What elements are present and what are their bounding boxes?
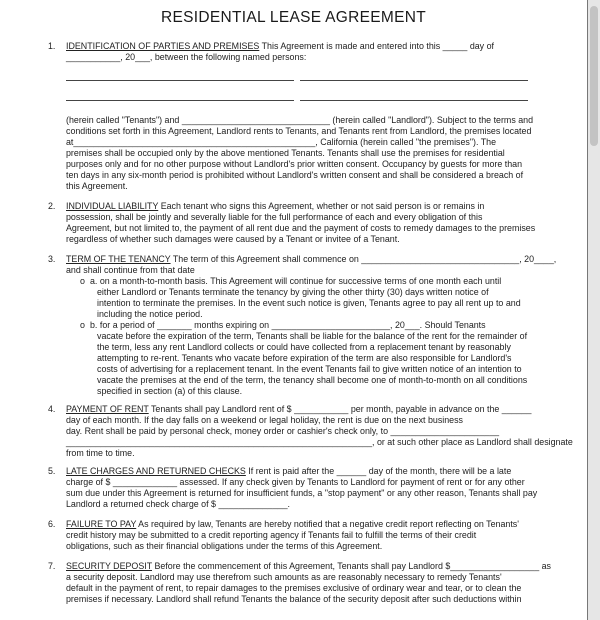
bullet-a: o	[80, 276, 85, 286]
section-1-number: 1.	[48, 41, 56, 51]
section-1-line-5: at_________________________________________________, California (herein called "the premises"). The	[66, 137, 497, 147]
section-1-line-2: ___________, 20___, between the following named persons:	[66, 52, 307, 62]
section-5-line-2: charge of $ _____________ assessed. If any check given by Tenants to Landlord for payment of rent or for any other	[66, 477, 525, 487]
section-4-number: 4.	[48, 404, 56, 414]
tenant-signature-line-4	[300, 100, 528, 101]
section-3-line-13: specified in section (a) of this clause.	[97, 386, 243, 396]
section-6-number: 6.	[48, 519, 56, 529]
section-3-line-10: attempting to re-rent. Tenants who vacate before expiration of the term are also responsible for Landlord's	[97, 353, 512, 363]
section-5-line-4: Landlord a returned check charge of $ ______________.	[66, 499, 291, 509]
section-6-line-1: FAILURE TO PAY As required by law, Tenants are hereby notified that a negative credit report reflecting on Tenants'	[66, 519, 519, 529]
section-7-heading: SECURITY DEPOSIT	[66, 561, 152, 571]
section-7-line-3: default in the payment of rent, to repair damages to the premises exclusive of ordinary wear and tear, or to clean the	[66, 583, 522, 593]
section-4-line-5: from time to time.	[66, 448, 135, 458]
section-3-line-3: a. on a month-to-month basis. This Agreement will continue for successive terms of one month each until	[90, 276, 502, 286]
section-1-line-3: (herein called "Tenants") and ______________________________ (herein called "Landlord"). Subject to the terms and	[66, 115, 534, 125]
section-2-line-1: INDIVIDUAL LIABILITY Each tenant who signs this Agreement, whether or not said person is or remains in	[66, 201, 485, 211]
section-3-line-4: either Landlord or Tenants terminate the tenancy by giving the other thirty (30) days written notice of	[97, 287, 489, 297]
section-1-line-9: this Agreement.	[66, 181, 128, 191]
section-1-line-1: IDENTIFICATION OF PARTIES AND PREMISES This Agreement is made and entered into this _____ day of	[66, 41, 494, 51]
section-3-line-2: and shall continue from that date	[66, 265, 195, 275]
section-1-line-8: ten days in any six-month period is prohibited without Landlord's written consent and shall be considered a breach of	[66, 170, 524, 180]
section-3-line-7: b. for a period of _______ months expiring on ________________________, 20___. Should Tenants	[90, 320, 486, 330]
section-3-line-5: intention to terminate the premises. In the event such notice is given, Tenants agree to pay all rent up to and	[97, 298, 521, 308]
section-2-heading: INDIVIDUAL LIABILITY	[66, 201, 159, 211]
section-1-heading: IDENTIFICATION OF PARTIES AND PREMISES	[66, 41, 260, 51]
section-7-line-1: SECURITY DEPOSIT Before the commencement of this Agreement, Tenants shall pay Landlord $__________________ as	[66, 561, 551, 571]
section-7-line-4: premises if necessary. Landlord shall refund Tenants the balance of the security deposit after such deductions within	[66, 594, 522, 604]
section-5-line-1: LATE CHARGES AND RETURNED CHECKS If rent is paid after the ______ day of the month, there will be a late	[66, 466, 512, 476]
section-3-line-8: vacate before the expiration of the term, Tenants shall be liable for the balance of the rent for the remainder of	[97, 331, 528, 341]
section-1-line-7: purposes only and for no other purpose without Landlord's prior written consent. Occupancy by guests for more than	[66, 159, 523, 169]
section-6-heading: FAILURE TO PAY	[66, 519, 137, 529]
section-6-line-2: credit history may be submitted to a credit reporting agency if Tenants fail to fulfill the terms of their credit	[66, 530, 477, 540]
section-5-heading: LATE CHARGES AND RETURNED CHECKS	[66, 466, 246, 476]
section-7-number: 7.	[48, 561, 56, 571]
section-2-line-4: regardless of whether such damages were caused by a Tenant or invitee of a Tenant.	[66, 234, 400, 244]
tenant-signature-line-3	[66, 100, 294, 101]
section-1-line-4: conditions set forth in this Agreement, Landlord rents to Tenants, and Tenants rent from Landlord, the premises located	[66, 126, 532, 136]
bullet-b: o	[80, 320, 85, 330]
section-2-line-2: possession, shall be jointly and severally liable for the full performance of each and every obligation of this	[66, 212, 483, 222]
section-3-line-6: including the notice period.	[97, 309, 203, 319]
section-4-heading: PAYMENT OF RENT	[66, 404, 149, 414]
tenant-signature-line-2	[300, 80, 528, 81]
section-3-line-9: the term, less any rent Landlord collects or could have collected from a replacement tenant by reasonably	[97, 342, 511, 352]
section-1-line-6: premises shall be occupied only by the above mentioned Tenants. Tenants shall use the premises for residential	[66, 148, 505, 158]
section-5-line-3: sum due under this Agreement is returned for insufficient funds, a "stop payment" or any other reason, Tenants shall pay	[66, 488, 538, 498]
section-4-line-3: day. Rent shall be paid by personal check, money order or cashier's check only, to ______________________	[66, 426, 500, 436]
document-title: RESIDENTIAL LEASE AGREEMENT	[160, 9, 427, 26]
section-7-line-2: a security deposit. Landlord may use therefrom such amounts as are reasonably necessary to remedy Tenants'	[66, 572, 502, 582]
section-2-number: 2.	[48, 201, 56, 211]
section-4-line-2: day of each month. If the day falls on a weekend or legal holiday, the rent is due on the next business	[66, 415, 463, 425]
section-3-heading: TERM OF THE TENANCY	[66, 254, 171, 264]
section-2-line-3: Agreement, but not limited to, the payment of all rent due and the payment of costs to remedy damages to the premises	[66, 223, 536, 233]
section-6-line-3: obligations, such as their financial obligations under the terms of this Agreement.	[66, 541, 383, 551]
section-5-number: 5.	[48, 466, 56, 476]
vertical-scrollbar[interactable]	[588, 0, 600, 620]
section-4-line-1: PAYMENT OF RENT Tenants shall pay Landlord rent of $ ___________ per month, payable in advance on the ______	[66, 404, 532, 414]
section-4-line-4: ______________________________________________________________, or at such other place as Landlord shall designate	[66, 437, 573, 447]
scrollbar-thumb[interactable]	[590, 6, 598, 146]
section-3-number: 3.	[48, 254, 56, 264]
section-3-line-1: TERM OF THE TENANCY The term of this Agreement shall commence on ________________________________, 20____,	[66, 254, 557, 264]
section-3-line-12: vacate the premises at the end of the term, the tenancy shall become one of month-to-month on all conditions	[97, 375, 528, 385]
section-3-line-11: costs of advertising for a replacement tenant. In the event Tenants fail to give written notice of an intention to	[97, 364, 522, 374]
tenant-signature-line-1	[66, 80, 294, 81]
